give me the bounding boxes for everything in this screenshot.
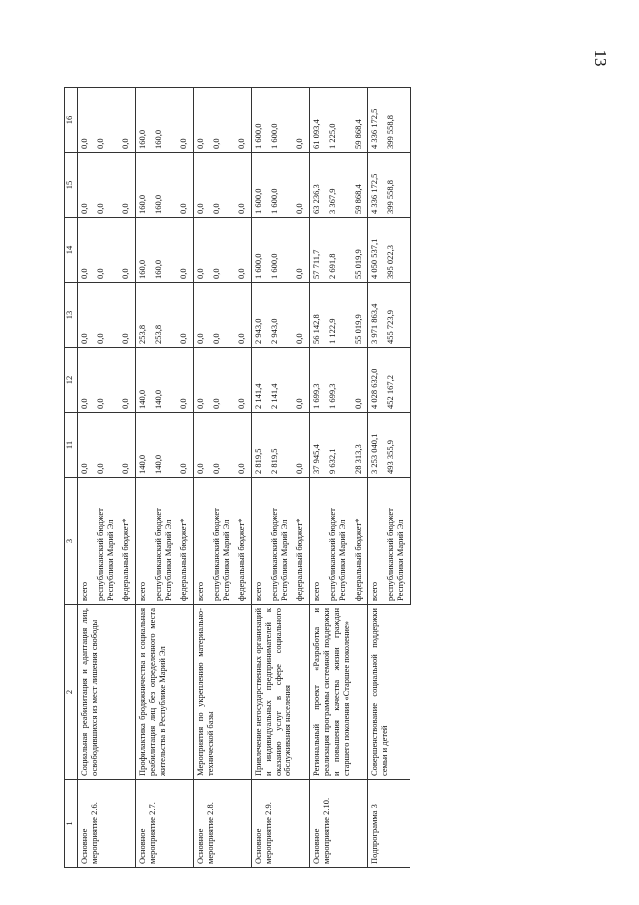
value-cell: 0,0 [235,88,251,153]
value-cell: 1 699,3 [310,348,326,413]
funding-source: федеральный бюджет* [119,478,135,605]
value-cell: 0,0 [78,283,94,348]
value-cell: 0,0 [293,413,309,478]
value-cell: 0,0 [119,88,135,153]
value-cell: 57 711,7 [310,218,326,283]
column-header: 2 [65,605,78,780]
value-cell: 2 819,5 [252,413,268,478]
program-title: Совершенствование социальной поддержки семьи и детей [368,605,410,780]
table-row [136,88,152,868]
value-cell: 253,8 [152,283,178,348]
table-row [310,88,326,868]
value-cell: 493 355,9 [384,413,410,478]
value-cell: 140,0 [152,413,178,478]
program-code: Основное мероприятие 2.7. [136,780,194,868]
column-header: 1 [65,780,78,868]
value-cell: 55 019,9 [352,218,368,283]
value-cell: 160,0 [136,218,152,283]
value-cell: 140,0 [136,413,152,478]
value-cell: 0,0 [177,413,193,478]
value-cell: 0,0 [119,283,135,348]
value-cell: 3 367,9 [326,153,352,218]
program-code: Основное мероприятие 2.9. [252,780,310,868]
value-cell: 0,0 [194,218,210,283]
rotated-table-block [64,88,574,868]
value-cell: 61 093,4 [310,88,326,153]
value-cell: 1 600,0 [252,88,268,153]
value-cell: 0,0 [235,348,251,413]
value-cell: 0,0 [235,413,251,478]
funding-source: федеральный бюджет* [293,478,309,605]
value-cell: 140,0 [136,348,152,413]
funding-source: республиканский бюджет Республики Марий Эл [326,478,352,605]
column-header: 14 [65,218,78,283]
value-cell: 4 028 632,0 [368,348,384,413]
value-cell: 0,0 [194,413,210,478]
value-cell: 0,0 [210,348,236,413]
value-cell: 1 225,0 [326,88,352,153]
table-row [252,88,268,868]
value-cell: 0,0 [210,413,236,478]
value-cell: 0,0 [78,413,94,478]
value-cell: 0,0 [94,153,120,218]
funding-source: республиканский бюджет Республики Марий Эл [210,478,236,605]
value-cell: 0,0 [119,218,135,283]
column-header: 16 [65,88,78,153]
value-cell: 1 600,0 [252,153,268,218]
value-cell: 0,0 [235,153,251,218]
value-cell: 0,0 [210,88,236,153]
value-cell: 0,0 [194,283,210,348]
value-cell: 2 943,0 [252,283,268,348]
value-cell: 0,0 [293,88,309,153]
program-code: Основное мероприятие 2.10. [310,780,368,868]
column-header: 13 [65,283,78,348]
value-cell: 55 019,9 [352,283,368,348]
value-cell: 0,0 [94,413,120,478]
table-body [78,88,411,868]
funding-source: федеральный бюджет* [235,478,251,605]
funding-source: республиканский бюджет Республики Марий Эл [268,478,294,605]
value-cell: 9 632,1 [326,413,352,478]
program-title: Профилактика бродяжничества и социальная реабилитация лиц без определенного места жительства в Республике Марий Эл [136,605,194,780]
value-cell: 0,0 [94,218,120,283]
program-title: Мероприятия по укреплению материально-технической базы [194,605,252,780]
funding-source: всего [194,478,210,605]
program-title: Привлечение негосударственных организаций и индивидуальных предпринимателей к оказанию услуг в сфере социального обслуживания населения [252,605,310,780]
value-cell: 59 868,4 [352,88,368,153]
program-title: Социальная реабилитация и адаптация лиц, освободившихся из мест лишения свободы [78,605,136,780]
table-row [368,88,384,868]
value-cell: 160,0 [136,88,152,153]
value-cell: 3 971 863,4 [368,283,384,348]
value-cell: 63 236,3 [310,153,326,218]
value-cell: 0,0 [293,348,309,413]
value-cell: 1 600,0 [252,218,268,283]
column-header: 15 [65,153,78,218]
value-cell: 0,0 [293,283,309,348]
value-cell: 395 022,3 [384,218,410,283]
funding-source: федеральный бюджет* [352,478,368,605]
value-cell: 399 558,8 [384,153,410,218]
value-cell: 0,0 [78,348,94,413]
funding-source: всего [252,478,268,605]
program-code: Основное мероприятие 2.6. [78,780,136,868]
value-cell: 0,0 [210,283,236,348]
value-cell: 399 558,8 [384,88,410,153]
value-cell: 4 336 172,5 [368,88,384,153]
value-cell: 2 943,0 [268,283,294,348]
value-cell: 140,0 [152,348,178,413]
value-cell: 0,0 [177,88,193,153]
value-cell: 455 723,9 [384,283,410,348]
program-code: Основное мероприятие 2.8. [194,780,252,868]
value-cell: 1 600,0 [268,218,294,283]
table-row [194,88,210,868]
value-cell: 0,0 [235,283,251,348]
value-cell: 0,0 [119,413,135,478]
funding-source: республиканский бюджет Республики Марий Эл [384,478,410,605]
value-cell: 452 167,2 [384,348,410,413]
value-cell: 0,0 [94,283,120,348]
value-cell: 0,0 [194,88,210,153]
value-cell: 3 253 040,1 [368,413,384,478]
budget-table [64,87,411,868]
value-cell: 4 050 537,1 [368,218,384,283]
value-cell: 0,0 [94,88,120,153]
value-cell: 37 945,4 [310,413,326,478]
value-cell: 0,0 [78,153,94,218]
value-cell: 253,8 [136,283,152,348]
value-cell: 160,0 [152,218,178,283]
value-cell: 2 691,8 [326,218,352,283]
value-cell: 2 141,4 [268,348,294,413]
value-cell: 0,0 [210,153,236,218]
table-row [78,88,94,868]
value-cell: 1 600,0 [268,88,294,153]
value-cell: 0,0 [177,283,193,348]
value-cell: 0,0 [235,218,251,283]
value-cell: 0,0 [177,153,193,218]
value-cell: 1 699,3 [326,348,352,413]
value-cell: 56 142,8 [310,283,326,348]
funding-source: республиканский бюджет Республики Марий Эл [152,478,178,605]
value-cell: 28 313,3 [352,413,368,478]
page-number: 13 [591,49,610,67]
funding-source: республиканский бюджет Республики Марий Эл [94,478,120,605]
value-cell: 1 122,9 [326,283,352,348]
table-header [65,88,78,868]
funding-source: всего [78,478,94,605]
value-cell: 0,0 [210,218,236,283]
column-header: 3 [65,478,78,605]
value-cell: 0,0 [177,348,193,413]
value-cell: 0,0 [119,153,135,218]
value-cell: 0,0 [78,218,94,283]
value-cell: 1 600,0 [268,153,294,218]
value-cell: 0,0 [177,218,193,283]
value-cell: 0,0 [293,218,309,283]
value-cell: 0,0 [194,348,210,413]
value-cell: 0,0 [293,153,309,218]
value-cell: 0,0 [194,153,210,218]
value-cell: 2 141,4 [252,348,268,413]
program-title: Региональный проект «Разработка и реализация программы системной поддержки и повышения качества жизни граждан старшего поколения «Старшее поколение» [310,605,368,780]
value-cell: 0,0 [119,348,135,413]
value-cell: 0,0 [78,88,94,153]
funding-source: всего [310,478,326,605]
value-cell: 59 868,4 [352,153,368,218]
funding-source: всего [136,478,152,605]
value-cell: 4 336 172,5 [368,153,384,218]
value-cell: 160,0 [136,153,152,218]
value-cell: 160,0 [152,88,178,153]
column-header: 12 [65,348,78,413]
value-cell: 2 819,5 [268,413,294,478]
value-cell: 160,0 [152,153,178,218]
value-cell: 0,0 [94,348,120,413]
funding-source: федеральный бюджет* [177,478,193,605]
value-cell: 0,0 [352,348,368,413]
funding-source: всего [368,478,384,605]
column-header: 11 [65,413,78,478]
program-code: Подпрограмма 3 [368,780,410,868]
